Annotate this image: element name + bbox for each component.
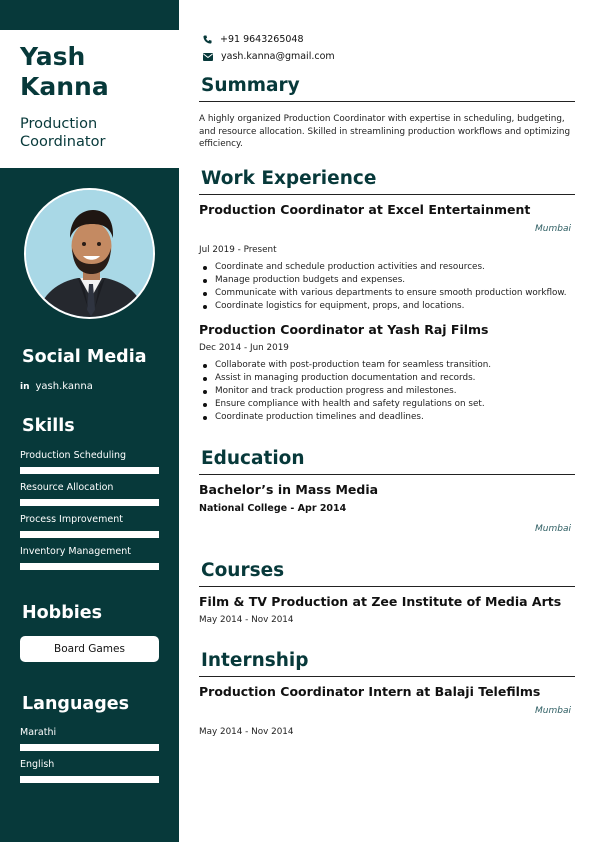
mail-icon xyxy=(203,53,213,61)
course-dates: May 2014 - Nov 2014 xyxy=(199,615,294,625)
list-item: Ensure compliance with health and safety regulations on set. xyxy=(215,398,580,411)
job-title: Production Coordinator at Excel Entertainment xyxy=(199,202,531,217)
degree-title: Bachelor’s in Mass Media xyxy=(199,482,379,497)
summary-heading: Summary xyxy=(201,75,300,96)
phone-icon xyxy=(203,35,212,44)
list-item: Collaborate with post-production team for seamless transition. xyxy=(215,359,580,372)
skill-label: Production Scheduling xyxy=(20,450,127,461)
language-bar xyxy=(20,776,159,783)
phone-contact[interactable] xyxy=(203,34,304,45)
list-item: Manage production budgets and expenses. xyxy=(215,274,580,287)
divider xyxy=(199,586,575,587)
linkedin-icon: in xyxy=(20,381,30,392)
skills-heading: Skills xyxy=(22,416,75,436)
language-bar xyxy=(20,744,159,751)
work-experience-heading: Work Experience xyxy=(201,168,377,189)
language-item xyxy=(20,727,159,751)
profile-photo-image xyxy=(26,190,155,319)
job-dates: Jul 2019 - Present xyxy=(199,245,277,255)
job-dates: Dec 2014 - Jun 2019 xyxy=(199,343,289,353)
courses-heading: Courses xyxy=(201,560,285,581)
language-item xyxy=(20,759,159,783)
list-item: Coordinate production timelines and deadlines. xyxy=(215,411,580,424)
profile-photo xyxy=(24,188,155,319)
language-label: English xyxy=(20,759,55,770)
list-item: Monitor and track production progress and milestones. xyxy=(215,385,580,398)
sidebar xyxy=(0,0,179,842)
divider xyxy=(199,101,575,102)
skill-item xyxy=(20,450,159,474)
skill-label: Resource Allocation xyxy=(20,482,114,493)
skill-label: Inventory Management xyxy=(20,546,131,557)
email-address: yash.kanna@gmail.com xyxy=(221,51,335,62)
list-item: Coordinate logistics for equipment, props, and locations. xyxy=(215,300,580,313)
social-media-heading: Social Media xyxy=(22,347,147,367)
divider xyxy=(199,474,575,475)
list-item: Coordinate and schedule production activities and resources. xyxy=(215,261,580,274)
name-box xyxy=(0,30,179,168)
divider xyxy=(199,676,575,677)
internship-title: Production Coordinator Intern at Balaji Telefilms xyxy=(199,684,541,699)
social-linkedin[interactable] xyxy=(20,381,93,392)
skill-item xyxy=(20,514,159,538)
last-name: Kanna xyxy=(20,72,109,101)
job-location: Mumbai xyxy=(535,224,571,234)
list-item: Assist in managing production documentation and records. xyxy=(215,372,580,385)
language-label: Marathi xyxy=(20,727,57,738)
skill-item xyxy=(20,482,159,506)
skill-bar xyxy=(20,499,159,506)
first-name: Yash xyxy=(20,42,86,71)
job-bullets xyxy=(215,261,580,313)
education-heading: Education xyxy=(201,448,305,469)
skill-label: Process Improvement xyxy=(20,514,123,525)
internship-location: Mumbai xyxy=(535,706,571,716)
job-title: Production Coordinator at Yash Raj Films xyxy=(199,322,489,337)
internship-dates: May 2014 - Nov 2014 xyxy=(199,727,294,737)
education-location: Mumbai xyxy=(535,524,571,534)
phone-number: +91 9643265048 xyxy=(220,34,304,45)
hobby-badge: Board Games xyxy=(20,636,159,662)
internship-heading: Internship xyxy=(201,650,309,671)
course-title: Film & TV Production at Zee Institute of Media Arts xyxy=(199,594,562,609)
hobbies-heading: Hobbies xyxy=(22,603,103,623)
skill-item xyxy=(20,546,159,570)
summary-text: A highly organized Production Coordinator with expertise in scheduling, budgeting, and resource allocation. Skilled in streamlining production workflows and optimizing efficiency. xyxy=(199,114,571,149)
candidate-name xyxy=(20,42,170,102)
skill-bar xyxy=(20,563,159,570)
list-item: Communicate with various departments to ensure smooth production workflow. xyxy=(215,287,580,300)
school-and-date: National College - Apr 2014 xyxy=(199,503,347,514)
social-handle: yash.kanna xyxy=(35,381,93,392)
job-title: Production Coordinator xyxy=(20,116,106,150)
skill-bar xyxy=(20,531,159,538)
languages-heading: Languages xyxy=(22,694,130,714)
email-contact[interactable] xyxy=(203,51,335,62)
job-bullets xyxy=(215,359,580,424)
divider xyxy=(199,194,575,195)
skill-bar xyxy=(20,467,159,474)
